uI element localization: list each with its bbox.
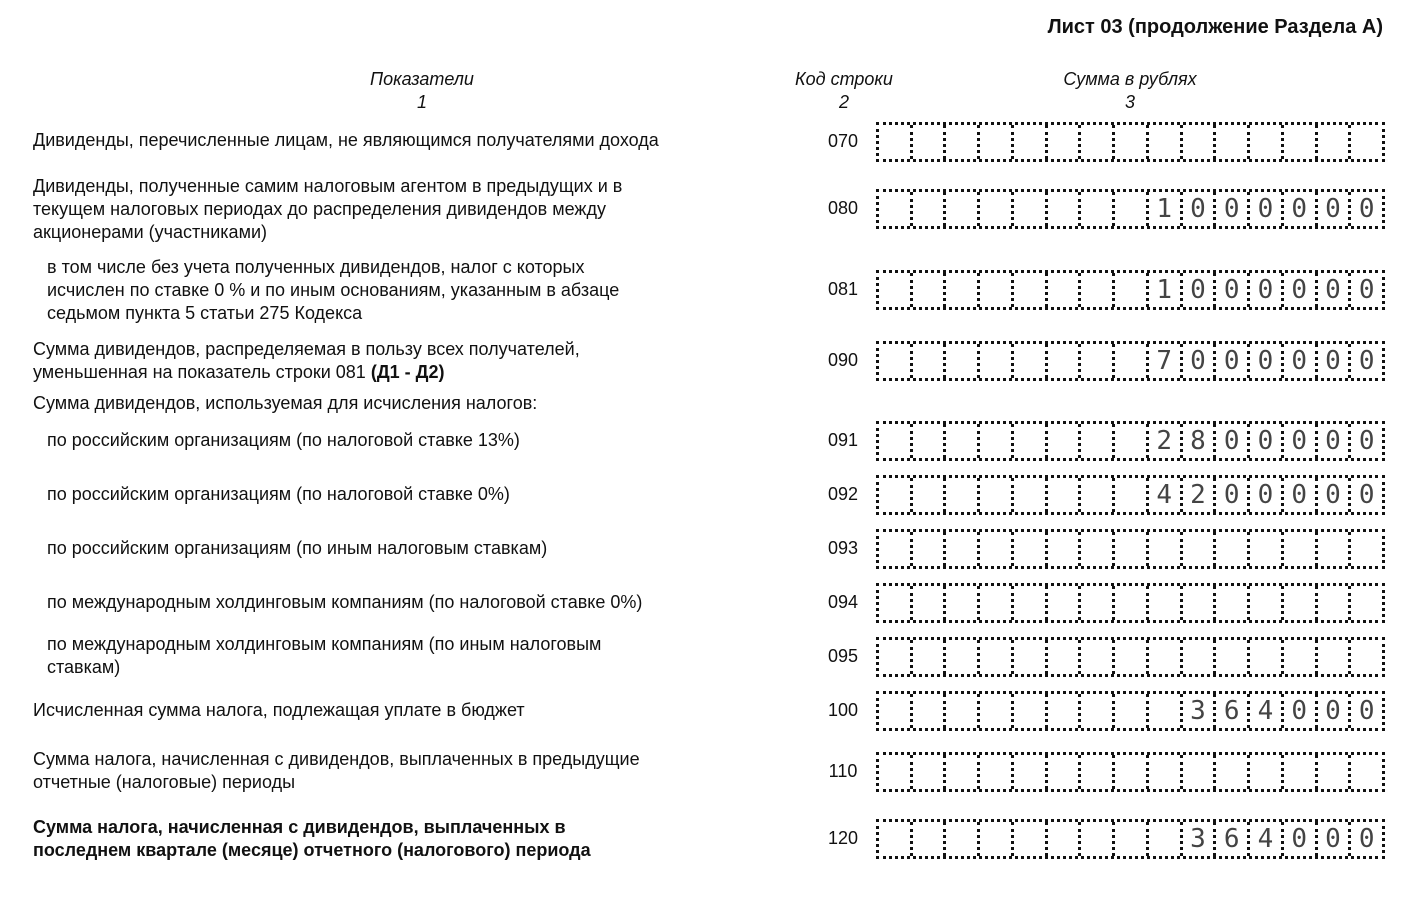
row-label-094 <box>47 591 642 614</box>
digit-cell[interactable] <box>946 192 980 226</box>
digit-cell[interactable] <box>1216 532 1250 566</box>
digit-cell[interactable]: 6 <box>1216 694 1250 728</box>
digit-cell[interactable] <box>1149 822 1183 856</box>
column-header-number: 3 <box>1124 92 1135 112</box>
digit-cell[interactable] <box>980 273 1014 307</box>
digit-cell[interactable]: 0 <box>1358 275 1375 305</box>
amount-field-090[interactable] <box>876 341 1385 381</box>
digit-cell[interactable]: 0 <box>1250 273 1284 307</box>
digit-cell[interactable] <box>946 586 980 620</box>
digit-cell[interactable]: 0 <box>1284 273 1318 307</box>
amount-field-092[interactable] <box>876 475 1385 515</box>
digit-cell[interactable]: 1 <box>1149 273 1183 307</box>
digit-cell[interactable] <box>980 125 1014 159</box>
digit-cell[interactable] <box>879 586 913 620</box>
formula-label: (Д1 - Д2) <box>365 362 445 382</box>
row-label-line: исчислен по ставке 0 % и по иным основаниям, указанным в абзаце <box>47 280 620 300</box>
digit-cell[interactable] <box>1115 586 1149 620</box>
digit-cell[interactable] <box>1014 125 1048 159</box>
row-code: 080 <box>827 198 859 218</box>
digit-cell[interactable] <box>913 273 947 307</box>
digit-cell[interactable] <box>1149 586 1183 620</box>
digit-cell[interactable]: 0 <box>1358 824 1375 854</box>
digit-cell[interactable]: 3 <box>1183 694 1217 728</box>
amount-field-080[interactable] <box>876 189 1385 229</box>
digit-cell[interactable] <box>1048 694 1082 728</box>
digit-cell[interactable] <box>879 532 913 566</box>
digit-cell[interactable]: 0 <box>1216 344 1250 378</box>
digit-cell[interactable] <box>1183 586 1217 620</box>
digit-cell[interactable] <box>879 694 913 728</box>
digit-cell[interactable] <box>1014 424 1048 458</box>
digit-cell[interactable] <box>1081 586 1115 620</box>
digit-cell[interactable] <box>913 822 947 856</box>
digit-cell[interactable] <box>1115 192 1149 226</box>
digit-cell[interactable] <box>1115 822 1149 856</box>
row-label-line: по российским организациям (по налоговой ставке 0%) <box>47 484 510 504</box>
digit-cell[interactable] <box>1048 755 1082 789</box>
digit-cell[interactable]: 0 <box>1284 822 1318 856</box>
digit-cell[interactable]: 7 <box>1149 344 1183 378</box>
digit-cell[interactable] <box>913 755 947 789</box>
digit-cell[interactable] <box>980 586 1014 620</box>
digit-cell[interactable]: 0 <box>1318 478 1352 512</box>
digit-cell[interactable] <box>1014 694 1048 728</box>
digit-cell[interactable] <box>1081 125 1115 159</box>
row-label-line: Сумма налога, начисленная с дивидендов, выплаченных в предыдущие <box>33 749 640 769</box>
digit-cell[interactable] <box>1014 532 1048 566</box>
digit-cell[interactable] <box>1081 344 1115 378</box>
digit-cell[interactable] <box>1014 478 1048 512</box>
digit-cell[interactable] <box>980 822 1014 856</box>
digit-cell[interactable] <box>913 344 947 378</box>
digit-cell[interactable] <box>1250 586 1284 620</box>
digit-cell[interactable] <box>980 344 1014 378</box>
digit-cell[interactable] <box>1048 478 1082 512</box>
digit-cell[interactable] <box>980 532 1014 566</box>
row-label-120 <box>33 816 591 862</box>
digit-cell[interactable] <box>1081 694 1115 728</box>
digit-cell[interactable] <box>1115 273 1149 307</box>
digit-cell[interactable] <box>946 424 980 458</box>
digit-cell[interactable] <box>1115 478 1149 512</box>
digit-cell[interactable] <box>1318 640 1352 674</box>
row-label-line: акционерами (участниками) <box>33 222 267 242</box>
digit-cell[interactable]: 0 <box>1284 424 1318 458</box>
digit-cell[interactable]: 0 <box>1284 192 1318 226</box>
digit-cell[interactable]: 0 <box>1216 273 1250 307</box>
row-code: 093 <box>827 538 859 558</box>
digit-cell[interactable] <box>1048 125 1082 159</box>
digit-cell[interactable]: 2 <box>1183 478 1217 512</box>
digit-cell[interactable] <box>1216 586 1250 620</box>
digit-cell[interactable] <box>879 640 913 674</box>
digit-cell[interactable] <box>980 640 1014 674</box>
digit-cell[interactable]: 0 <box>1318 344 1352 378</box>
digit-cell[interactable] <box>1149 755 1183 789</box>
row-code: 100 <box>827 700 859 720</box>
digit-cell[interactable] <box>1183 755 1217 789</box>
row-label-line: по международным холдинговым компаниям (по иным налоговым <box>47 634 602 654</box>
column-header-label: Показатели <box>370 69 474 89</box>
digit-cell[interactable] <box>1081 640 1115 674</box>
digit-cell[interactable] <box>1014 192 1048 226</box>
digit-cell[interactable] <box>1115 344 1149 378</box>
digit-cell[interactable]: 2 <box>1149 424 1183 458</box>
digit-cell[interactable] <box>946 125 980 159</box>
row-code: 120 <box>827 828 859 848</box>
column-header-number: 1 <box>416 92 427 112</box>
digit-cell[interactable] <box>1250 640 1284 674</box>
digit-cell[interactable] <box>946 822 980 856</box>
digit-cell[interactable] <box>1284 586 1318 620</box>
row-label-line: Сумма налога, начисленная с дивидендов, выплаченных в <box>33 817 566 837</box>
digit-cell[interactable]: 8 <box>1183 424 1217 458</box>
row-label-line: в том числе без учета полученных дивидендов, налог с которых <box>47 257 585 277</box>
digit-cell[interactable] <box>879 273 913 307</box>
digit-cell[interactable] <box>1081 822 1115 856</box>
digit-cell[interactable] <box>980 755 1014 789</box>
digit-cell[interactable] <box>1048 192 1082 226</box>
digit-cell[interactable] <box>1081 755 1115 789</box>
digit-cell[interactable] <box>946 478 980 512</box>
column-header-code <box>774 68 914 114</box>
row-label-line: по российским организациям (по налоговой ставке 13%) <box>47 430 520 450</box>
digit-cell[interactable] <box>1318 586 1352 620</box>
amount-field-100[interactable] <box>876 691 1385 731</box>
digit-cell[interactable]: 0 <box>1318 424 1352 458</box>
digit-cell[interactable] <box>1318 125 1352 159</box>
digit-cell[interactable] <box>1351 532 1382 566</box>
column-header-indicators <box>322 68 522 114</box>
digit-cell[interactable]: 0 <box>1284 478 1318 512</box>
column-header-sum <box>1030 68 1230 114</box>
row-label-line: Сумма дивидендов, распределяемая в пользу всех получателей, <box>33 339 580 359</box>
digit-cell[interactable] <box>946 273 980 307</box>
column-header-label: Сумма в рублях <box>1063 69 1197 89</box>
digit-cell[interactable]: 0 <box>1358 480 1375 510</box>
digit-cell[interactable]: 0 <box>1284 694 1318 728</box>
digit-cell[interactable]: 1 <box>1149 192 1183 226</box>
digit-cell[interactable] <box>1081 424 1115 458</box>
digit-cell[interactable]: 3 <box>1183 822 1217 856</box>
digit-cell[interactable] <box>1081 532 1115 566</box>
digit-cell[interactable]: 6 <box>1216 822 1250 856</box>
digit-cell[interactable]: 0 <box>1358 346 1375 376</box>
digit-cell[interactable]: 0 <box>1183 344 1217 378</box>
row-label-092 <box>47 483 510 506</box>
digit-cell[interactable] <box>1014 344 1048 378</box>
row-label-line: Дивиденды, перечисленные лицам, не являющимся получателями дохода <box>33 130 659 150</box>
digit-cell[interactable] <box>1318 532 1352 566</box>
digit-cell[interactable]: 0 <box>1284 344 1318 378</box>
amount-field-120[interactable] <box>876 819 1385 859</box>
digit-cell[interactable]: 0 <box>1250 424 1284 458</box>
digit-cell[interactable] <box>1216 755 1250 789</box>
digit-cell[interactable] <box>1048 273 1082 307</box>
digit-cell[interactable] <box>1014 586 1048 620</box>
digit-cell[interactable] <box>913 192 947 226</box>
digit-cell[interactable] <box>879 822 913 856</box>
row-label-070 <box>33 129 659 152</box>
digit-cell[interactable] <box>980 478 1014 512</box>
digit-cell[interactable] <box>1284 755 1318 789</box>
digit-cell[interactable]: 0 <box>1358 696 1375 726</box>
digit-cell[interactable]: 0 <box>1183 192 1217 226</box>
row-label-line: по международным холдинговым компаниям (по налоговой ставке 0%) <box>47 592 643 612</box>
amount-field-091[interactable] <box>876 421 1385 461</box>
digit-cell[interactable] <box>1318 755 1352 789</box>
digit-cell[interactable] <box>1183 640 1217 674</box>
digit-cell[interactable] <box>980 424 1014 458</box>
digit-cell[interactable] <box>1115 532 1149 566</box>
amount-field-070[interactable] <box>876 122 1385 162</box>
digit-cell[interactable] <box>1081 273 1115 307</box>
digit-cell[interactable] <box>879 192 913 226</box>
subheading: Сумма дивидендов, используемая для исчисления налогов: <box>33 393 538 413</box>
digit-cell[interactable] <box>946 755 980 789</box>
digit-cell[interactable]: 4 <box>1250 694 1284 728</box>
digit-cell[interactable] <box>946 694 980 728</box>
row-label-081 <box>47 256 619 325</box>
digit-cell[interactable] <box>1048 424 1082 458</box>
digit-cell[interactable] <box>1115 125 1149 159</box>
digit-cell[interactable] <box>913 532 947 566</box>
row-label-100 <box>33 699 525 722</box>
digit-cell[interactable] <box>913 478 947 512</box>
row-code: 081 <box>827 279 859 299</box>
digit-cell[interactable]: 0 <box>1250 344 1284 378</box>
row-code: 070 <box>827 131 859 151</box>
digit-cell[interactable]: 0 <box>1216 192 1250 226</box>
row-label-line: по российским организациям (по иным налоговым ставкам) <box>47 538 548 558</box>
digit-cell[interactable]: 4 <box>1250 822 1284 856</box>
digit-cell[interactable] <box>1284 125 1318 159</box>
digit-cell[interactable] <box>913 424 947 458</box>
row-label-095 <box>47 633 601 679</box>
row-label-line: ставкам) <box>47 657 121 677</box>
digit-cell[interactable] <box>1216 640 1250 674</box>
digit-cell[interactable] <box>913 694 947 728</box>
row-label-line: уменьшенная на показатель строки 081 (Д1 - Д2) <box>33 362 445 382</box>
column-header-label: Код строки <box>795 69 893 89</box>
digit-cell[interactable]: 0 <box>1358 426 1375 456</box>
digit-cell[interactable] <box>879 344 913 378</box>
row-label-line: Дивиденды, полученные самим налоговым агентом в предыдущих и в <box>33 176 623 196</box>
row-label-line: отчетные (налоговые) периоды <box>33 772 296 792</box>
row-label-line: последнем квартале (месяце) отчетного (налогового) периода <box>33 840 591 860</box>
digit-cell[interactable] <box>1014 640 1048 674</box>
digit-cell[interactable] <box>1149 532 1183 566</box>
digit-cell[interactable] <box>1048 344 1082 378</box>
digit-cell[interactable] <box>1048 586 1082 620</box>
digit-cell[interactable] <box>1250 755 1284 789</box>
digit-cell[interactable] <box>879 424 913 458</box>
digit-cell[interactable] <box>879 125 913 159</box>
digit-cell[interactable] <box>1081 478 1115 512</box>
digit-cell[interactable] <box>946 344 980 378</box>
amount-field-110[interactable] <box>876 752 1385 792</box>
amount-field-081[interactable] <box>876 270 1385 310</box>
digit-cell[interactable] <box>1351 755 1382 789</box>
digit-cell[interactable] <box>1351 586 1382 620</box>
digit-cell[interactable] <box>1149 694 1183 728</box>
row-code: 110 <box>828 761 858 781</box>
digit-cell[interactable] <box>980 694 1014 728</box>
digit-cell[interactable] <box>946 532 980 566</box>
digit-cell[interactable] <box>913 586 947 620</box>
digit-cell[interactable] <box>1014 755 1048 789</box>
digit-cell[interactable]: 0 <box>1216 424 1250 458</box>
digit-cell[interactable] <box>946 640 980 674</box>
digit-cell[interactable] <box>1351 640 1382 674</box>
row-label-090 <box>33 338 580 384</box>
row-label-line: седьмом пункта 5 статьи 275 Кодекса <box>47 303 363 323</box>
row-label-line: Исчисленная сумма налога, подлежащая уплате в бюджет <box>33 700 525 720</box>
digit-cell[interactable] <box>1081 192 1115 226</box>
digit-cell[interactable] <box>1048 822 1082 856</box>
amount-field-094[interactable] <box>876 583 1385 623</box>
digit-cell[interactable] <box>913 640 947 674</box>
amount-field-093[interactable] <box>876 529 1385 569</box>
digit-cell[interactable] <box>879 755 913 789</box>
amount-field-095[interactable] <box>876 637 1385 677</box>
digit-cell[interactable] <box>1149 125 1183 159</box>
digit-cell[interactable] <box>1284 640 1318 674</box>
digit-cell[interactable]: 0 <box>1318 273 1352 307</box>
digit-cell[interactable] <box>1250 532 1284 566</box>
digit-cell[interactable] <box>1351 125 1382 159</box>
digit-cell[interactable] <box>1048 640 1082 674</box>
digit-cell[interactable]: 0 <box>1318 822 1352 856</box>
digit-cell[interactable] <box>1149 640 1183 674</box>
digit-cell[interactable] <box>1115 424 1149 458</box>
row-label-093 <box>47 537 547 560</box>
sheet-title: Лист 03 (продолжение Раздела А) <box>1047 16 1383 38</box>
digit-cell[interactable] <box>1216 125 1250 159</box>
digit-cell[interactable] <box>1183 532 1217 566</box>
digit-cell[interactable]: 0 <box>1216 478 1250 512</box>
row-code: 095 <box>827 646 859 666</box>
digit-cell[interactable] <box>1115 640 1149 674</box>
digit-cell[interactable] <box>913 125 947 159</box>
digit-cell[interactable]: 0 <box>1318 694 1352 728</box>
digit-cell[interactable] <box>1014 273 1048 307</box>
digit-cell[interactable] <box>1014 822 1048 856</box>
digit-cell[interactable]: 0 <box>1318 192 1352 226</box>
column-header-number: 2 <box>838 92 849 112</box>
digit-cell[interactable] <box>879 478 913 512</box>
row-code: 090 <box>827 350 859 370</box>
digit-cell[interactable]: 0 <box>1358 194 1375 224</box>
row-label-080 <box>33 175 622 244</box>
row-label-line: текущем налоговых периодах до распределения дивидендов между <box>33 199 606 219</box>
row-code: 094 <box>827 592 859 612</box>
digit-cell[interactable] <box>1048 532 1082 566</box>
digit-cell[interactable] <box>1183 125 1217 159</box>
digit-cell[interactable] <box>1284 532 1318 566</box>
row-code: 092 <box>827 484 859 504</box>
digit-cell[interactable]: 4 <box>1149 478 1183 512</box>
row-code: 091 <box>827 430 859 450</box>
row-label-091 <box>47 429 520 452</box>
digit-cell[interactable] <box>980 192 1014 226</box>
digit-cell[interactable]: 0 <box>1250 192 1284 226</box>
digit-cell[interactable] <box>1115 755 1149 789</box>
digit-cell[interactable] <box>1250 125 1284 159</box>
row-label-110 <box>33 748 640 794</box>
digit-cell[interactable]: 0 <box>1183 273 1217 307</box>
digit-cell[interactable]: 0 <box>1250 478 1284 512</box>
digit-cell[interactable] <box>1115 694 1149 728</box>
